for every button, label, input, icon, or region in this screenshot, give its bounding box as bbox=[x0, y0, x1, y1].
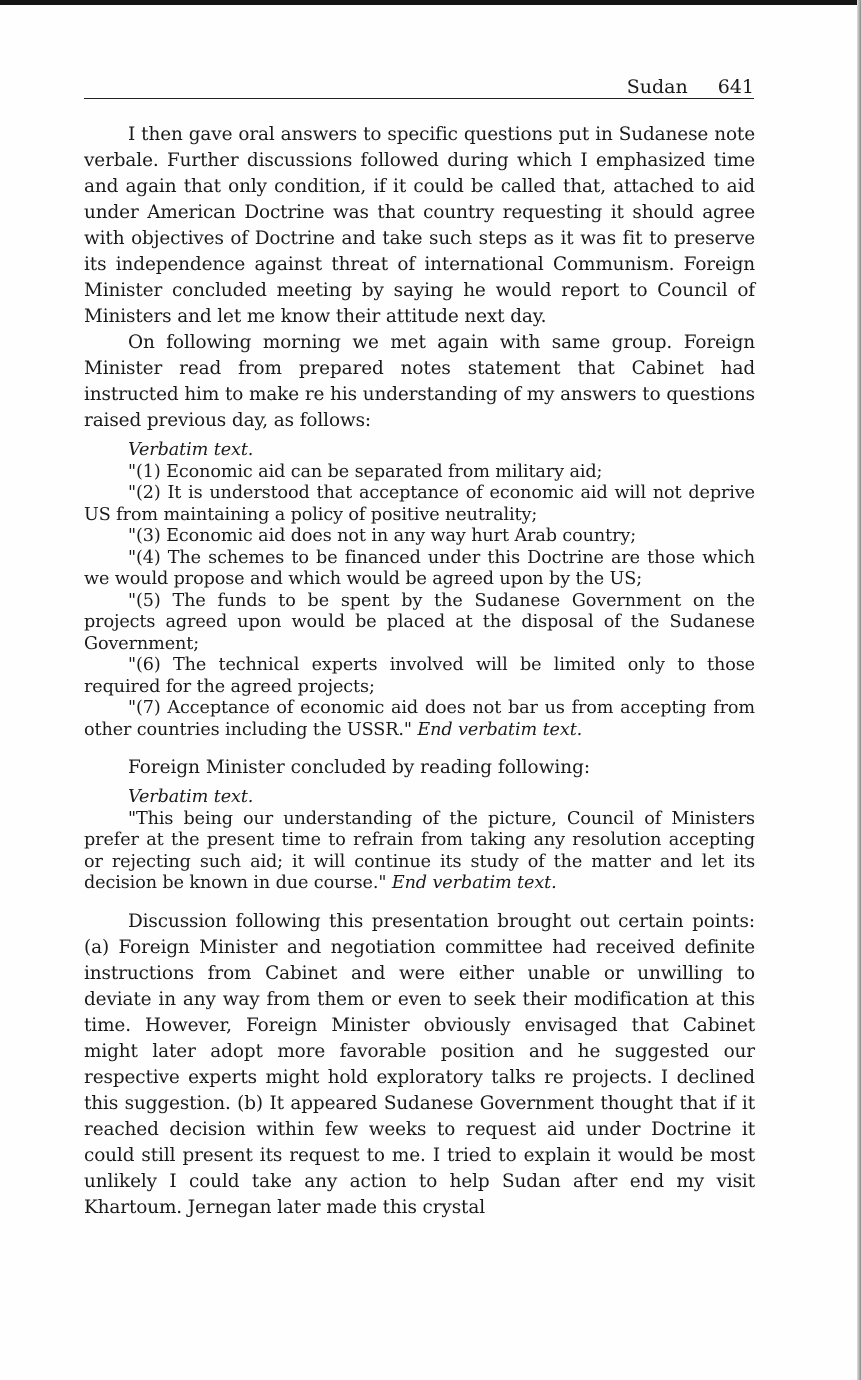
quote-item-4: "(4) The schemes to be financed under this Doctrine are those which we would propose and which would be agreed upon by the US; bbox=[84, 547, 755, 589]
scan-top-border bbox=[0, 0, 861, 5]
page-content bbox=[84, 122, 755, 1221]
running-header bbox=[84, 76, 754, 99]
paragraph-discussion-points: Discussion following this presentation brought out certain points: (a) Foreign Minister and negotiation committee had received definite instructions from Cabinet and were either unable or unwilling to deviate in any way from them or even to seek their modification at this time. However, Foreign Minister obviously envisaged that Cabinet might later adopt more favorable position and he suggested our respective experts might hold exploratory talks re projects. I declined this suggestion. (b) It appeared Sudanese Government thought that if it reached decision within few weeks to request aid under Doctrine it could still present its request to me. I tried to explain it would be most unlikely I could take any action to help Sudan after end my visit Khartoum. Jernegan later made this crystal bbox=[84, 910, 755, 1218]
quote-item-7-text: "(7) Acceptance of economic aid does not bar us from accepting from other countries including the USSR." bbox=[84, 698, 755, 740]
paragraph-oral-answers: I then gave oral answers to specific questions put in Sudanese note verbale. Further discussions followed during which I emphasized time and again that only condition, if it could be called that, attached to aid under American Doctrine was that country requesting it should agree with objectives of Doctrine and take such steps as it was fit to preserve its independence against threat of international Communism. Foreign Minister concluded meeting by saying he would report to Council of Ministers and let me know their attitude next day. bbox=[84, 124, 755, 327]
quote-council-text bbox=[84, 809, 755, 895]
quote-item-2: "(2) It is understood that acceptance of economic aid will not deprive US from maintaining a policy of positive neutrality; bbox=[84, 483, 755, 525]
page-number: 641 bbox=[717, 76, 754, 98]
paragraph-following-morning: On following morning we met again with same group. Foreign Minister read from prepared notes statement that Cabinet had instructed him to make re his understanding of my answers to questions raised previous day, as follows: bbox=[84, 332, 755, 431]
verbatim-label: Verbatim text. bbox=[128, 440, 254, 460]
end-verbatim-label: End verbatim text. bbox=[417, 719, 583, 740]
quote-item-7 bbox=[84, 698, 755, 741]
verbatim-label-2: Verbatim text. bbox=[128, 787, 254, 807]
paragraph-concluded-reading: Foreign Minister concluded by reading following: bbox=[128, 757, 591, 778]
quote-item-5: "(5) The funds to be spent by the Sudanese Government on the projects agreed upon would be placed at the disposal of the Sudanese Government; bbox=[84, 590, 755, 654]
quote-council-body: "This being our understanding of the picture, Council of Ministers prefer at the present time to refrain from taking any resolution accepting or rejecting such aid; it will continue its study of the matter and let its decision be known in due course." bbox=[84, 808, 755, 893]
verbatim-quote-cabinet-statement bbox=[84, 440, 755, 741]
scan-right-edge bbox=[857, 0, 861, 1380]
verbatim-quote-council-of-ministers bbox=[84, 787, 755, 895]
quote-item-3: "(3) Economic aid does not in any way hurt Arab country; bbox=[128, 526, 637, 546]
quote-item-6: "(6) The technical experts involved will be limited only to those required for the agreed projects; bbox=[84, 655, 755, 697]
running-title: Sudan bbox=[626, 76, 688, 98]
quote-item-1: "(1) Economic aid can be separated from military aid; bbox=[128, 461, 603, 482]
end-verbatim-label-2: End verbatim text. bbox=[391, 873, 557, 893]
